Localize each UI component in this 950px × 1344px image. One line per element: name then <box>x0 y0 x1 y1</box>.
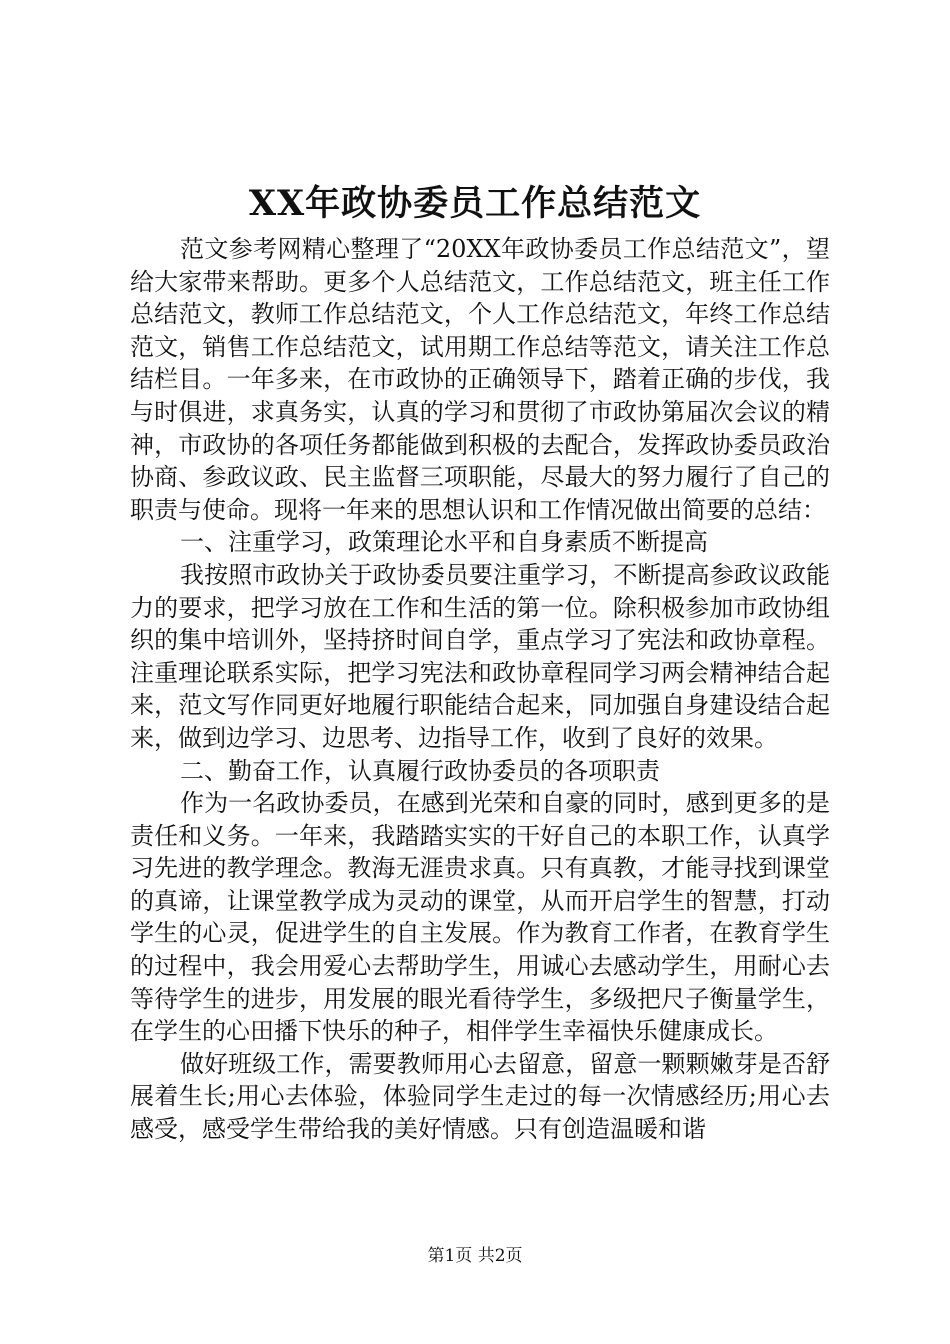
document-title: XX年政协委员工作总结范文 <box>248 183 702 224</box>
page-footer: 第1页 共2页 <box>427 1246 523 1266</box>
section-paragraph-1: 我按照市政协关于政协委员要注重学习，不断提高参政议政能力的要求，把学习放在工作和生活的第一位。除积极参加市政协组织的集中培训外，坚持挤时间自学，重点学习了宪法和政协章程。注重理论联系实际，把学习宪法和政协章程同学习两会精神结合起来，范文写作同更好地履行职能结合起来，同加强自身建设结合起来，做到边学习、边思考、边指导工作，收到了良好的效果。 <box>130 560 830 752</box>
section-heading-1: 一、注重学习，政策理论水平和自身素质不断提高 <box>180 528 708 557</box>
section-paragraph-2: 作为一名政协委员，在感到光荣和自豪的同时，感到更多的是责任和义务。一年来，我踏踏实实的干好自己的本职工作，认真学习先进的教学理念。教海无涯贵求真。只有真教，才能寻找到课堂的真谛，让课堂教学成为灵动的课堂，从而开启学生的智慧，打动学生的心灵，促进学生的自主发展。作为教育工作者，在教育学生的过程中，我会用爱心去帮助学生，用诚心去感动学生，用耐心去等待学生的进步，用发展的眼光看待学生，多级把尺子衡量学生，在学生的心田播下快乐的种子，相伴学生幸福快乐健康成长。 <box>130 789 830 1046</box>
document-body <box>130 233 830 1146</box>
section-heading-2: 二、勤奋工作，认真履行政协委员的各项职责 <box>180 756 660 785</box>
section-paragraph-3: 做好班级工作，需要教师用心去留意，留意一颗颗嫩芽是否舒展着生长;用心去体验，体验同学生走过的每一次情感经历;用心去感受，感受学生带给我的美好情感。只有创造温暖和谐 <box>130 1049 830 1144</box>
intro-paragraph: 范文参考网精心整理了“20XX年政协委员工作总结范文”，望给大家带来帮助。更多个人总结范文，工作总结范文，班主任工作总结范文，教师工作总结范文，个人工作总结范文，年终工作总结范文，销售工作总结范文，试用期工作总结等范文，请关注工作总结栏目。一年多来，在市政协的正确领导下，踏着正确的步伐，我与时俱进，求真务实，认真的学习和贯彻了市政协第届次会议的精神，市政协的各项任务都能做到积极的去配合，发挥政协委员政治协商、参政议政、民主监督三项职能，尽最大的努力履行了自己的职责与使命。现将一年来的思想认识和工作情况做出简要的总结： <box>130 235 830 524</box>
